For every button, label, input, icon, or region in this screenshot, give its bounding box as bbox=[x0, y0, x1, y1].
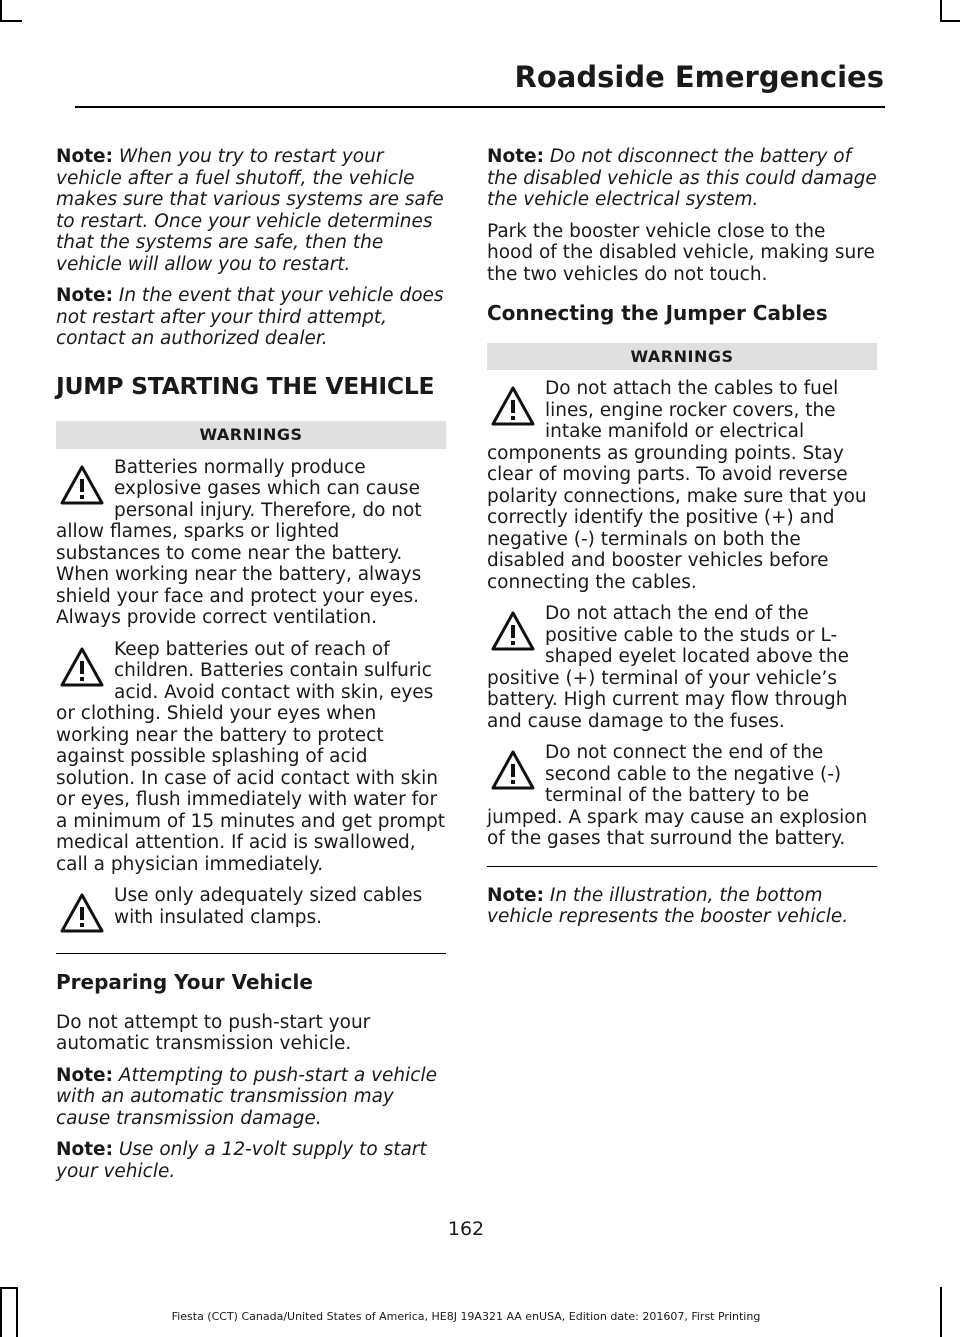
note-label: Note: bbox=[56, 1139, 113, 1160]
warnings-header: WARNINGS bbox=[56, 421, 446, 449]
warning-item bbox=[487, 742, 877, 850]
warning-triangle-icon bbox=[489, 382, 537, 430]
note-paragraph bbox=[487, 885, 877, 928]
body-paragraph: Do not attempt to push-start your automatic transmission vehicle. bbox=[56, 1011, 371, 1054]
note-text: Do not disconnect the battery of the disabled vehicle as this could damage the vehicle electrical system. bbox=[487, 146, 877, 210]
note-label: Note: bbox=[487, 884, 544, 906]
note-text: Use only a 12-volt supply to start your vehicle. bbox=[56, 1139, 427, 1182]
warning-triangle-icon bbox=[58, 889, 106, 937]
sub-heading: Connecting the Jumper Cables bbox=[487, 301, 828, 325]
note-paragraph bbox=[487, 146, 877, 211]
warning-item bbox=[56, 885, 446, 937]
crop-mark-top-right-h bbox=[940, 20, 960, 22]
warning-triangle-icon bbox=[58, 643, 106, 691]
warning-item bbox=[487, 603, 877, 732]
note-text: Attempting to push-start a vehicle with an automatic transmission may cause transmission damage. bbox=[56, 1064, 437, 1129]
note-paragraph bbox=[56, 1139, 446, 1182]
warning-item bbox=[56, 639, 446, 876]
note-label: Note: bbox=[56, 1064, 113, 1086]
note-label: Note: bbox=[56, 285, 113, 306]
note-text: In the event that your vehicle does not restart after your third attempt, contact an authorized dealer. bbox=[56, 285, 444, 349]
left-column bbox=[56, 146, 446, 1192]
note-paragraph bbox=[56, 285, 446, 350]
crop-mark-top-right-v bbox=[940, 0, 942, 22]
note-text: When you try to restart your vehicle after a fuel shutoff, the vehicle makes sure that various systems are safe to restart. Once your vehicle determines that the systems are safe, then the vehicle will allow you to restart. bbox=[56, 146, 444, 275]
warning-triangle-icon bbox=[489, 607, 537, 655]
warning-text: Do not connect the end of the second cable to the negative (-) terminal of the battery to be jumped. A spark may cause an explosion of the gases that surround the battery. bbox=[487, 742, 868, 849]
footer-edition-info: Fiesta (CCT) Canada/United States of America, HE8J 19A321 AA enUSA, Edition date: 201607, First Printing bbox=[171, 1310, 761, 1323]
section-divider bbox=[487, 866, 877, 867]
warning-text: Do not attach the end of the positive cable to the studs or L-shaped eyelet located above the positive (+) terminal of your vehicle’s battery. High current may flow through and cause damage to the fuses. bbox=[487, 603, 850, 732]
note-text: In the illustration, the bottom vehicle represents the booster vehicle. bbox=[487, 884, 849, 927]
warning-text: Do not attach the cables to fuel lines, engine rocker covers, the intake manifold or electrical components as grounding points. Stay clear of moving parts. To avoid reverse polarity connections, make sure that you correctly identify the positive (+) and negative (-) terminals on both the disabled and booster vehicles before connecting the cables. bbox=[487, 378, 867, 593]
warnings-header: WARNINGS bbox=[487, 343, 877, 371]
warning-text: Keep batteries out of reach of children. Batteries contain sulfuric acid. Avoid contact with skin, eyes or clothing. Shield your eyes when working near the battery to protect against possible splashing of acid solution. In case of acid contact with skin or eyes, flush immediately with water for a minimum of 15 minutes and get prompt medical attention. If acid is swallowed, call a physician immediately. bbox=[56, 638, 446, 875]
note-paragraph bbox=[56, 1065, 446, 1130]
warning-triangle-icon bbox=[58, 461, 106, 509]
note-paragraph bbox=[56, 146, 446, 275]
crop-mark-bottom-left-h bbox=[0, 1287, 18, 1289]
warning-item bbox=[487, 378, 877, 593]
crop-mark-bottom-right-v bbox=[940, 1287, 942, 1337]
crop-mark-top-left-h bbox=[0, 20, 22, 22]
right-column bbox=[487, 146, 877, 938]
warning-triangle-icon bbox=[489, 746, 537, 794]
note-label: Note: bbox=[487, 146, 544, 167]
page-number: 162 bbox=[447, 1218, 485, 1240]
section-heading: JUMP STARTING THE VEHICLE bbox=[56, 371, 435, 400]
warning-item bbox=[56, 457, 446, 629]
warning-text: Use only adequately sized cables with insulated clamps. bbox=[114, 885, 423, 928]
crop-mark-top-left-v bbox=[0, 0, 2, 22]
note-label: Note: bbox=[56, 146, 113, 167]
sub-heading: Preparing Your Vehicle bbox=[56, 970, 313, 994]
body-paragraph: Park the booster vehicle close to the hood of the disabled vehicle, making sure the two vehicles do not touch. bbox=[487, 220, 875, 285]
page-title: Roadside Emergencies bbox=[514, 60, 884, 94]
section-divider bbox=[56, 953, 446, 954]
warning-text: Batteries normally produce explosive gases which can cause personal injury. Therefore, do not allow flames, sparks or lighted substances to come near the battery. When working near the battery, always shield your face and protect your eyes. Always provide correct ventilation. bbox=[56, 456, 422, 628]
header-rule bbox=[75, 106, 885, 108]
